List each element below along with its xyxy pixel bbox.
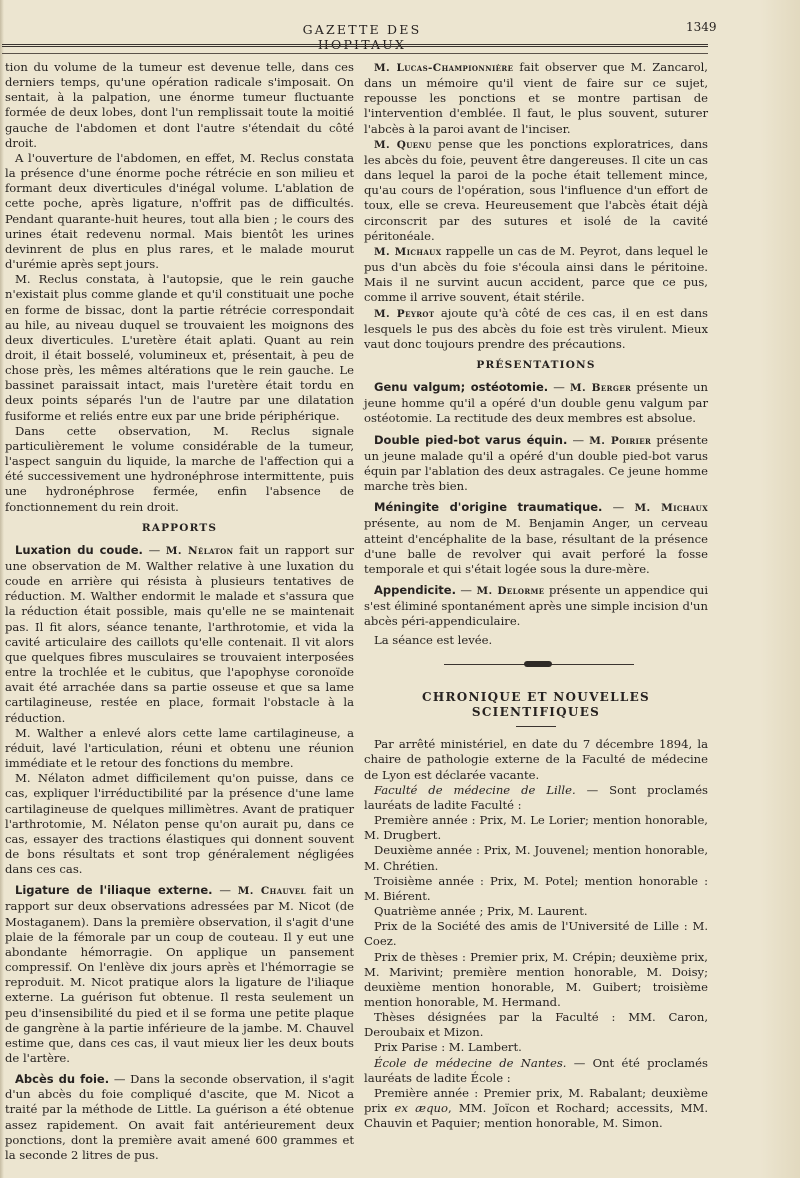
prize-line: Quatrième année ; Prix, M. Laurent.	[374, 904, 588, 919]
author-name: M. Lucas-Championnière	[374, 62, 514, 74]
page-shadow	[0, 0, 4, 1178]
article-title: Abcès du foie.	[15, 1072, 110, 1087]
session-closing: La séance est levée.	[374, 633, 493, 648]
prize-line: Prix de la Société des amis de l'Université de Lille : M. Coez.	[364, 919, 708, 949]
paragraph-quenu	[364, 137, 708, 244]
article-text: présente un jeune homme qu'il a opéré d'un double genu valgum par ostéotomie. La rectitude des deux membres est absolue.	[364, 380, 709, 426]
prize-line: Première année : Prix, M. Le Lorier; mention honorable, M. Drugbert.	[364, 813, 708, 843]
header-double-rule	[2, 44, 708, 47]
article-text: présente, au nom de M. Benjamin Anger, un cerveau atteint d'encéphalite de la base, résultant de la présence d'une balle de revolver qui avait perforé la fosse temporale et qui s'était logée sous la dure-mère.	[364, 516, 708, 576]
article-title: Double pied-bot varus équin.	[374, 432, 568, 447]
paragraph-text: pense que les ponctions exploratrices, dans les abcès du foie, peuvent être dangereuses. Il cite un cas dans lequel la paroi de la poche était tellement mince, qu'au cours de l'opération, sous l'influence d'un effort de toux, elle se creva. Heureusement que l'abcès était déjà circonscrit par des sutures et isolé de la cavité péritonéale.	[364, 136, 708, 243]
article-text: fait un rapport sur une observation de M. Walther relative à une luxation du coude en arrière qui résista à plusieurs tentatives de réduction. M. Walther endormit le malade et s'assura que la réduction était possible, mais qu'elle ne se maintenait pas. Il fit alors, séance tenante, l'arthrotomie, et vida la cavité articulaire des caillots qu'elle contenait. Il vit alors que quelques fibres musculaires se trouvaient interposées entre la trochlée et le cubitus, que l'apophyse coronoïde avait été arrachée dans sa partie osseuse et que sa lame cartilagineuse, restée en place, formait l'obstacle à la réduction.	[5, 542, 355, 725]
right-column-chronique	[364, 690, 709, 1131]
article-abces	[5, 1072, 354, 1163]
author-name: M. Michaux	[374, 245, 442, 258]
section-title-chronique: CHRONIQUE ET NOUVELLES SCIENTIFIQUES	[421, 690, 651, 720]
paragraph: Dans cette observation, M. Reclus signale particulièrement le volume considérable de la tumeur, l'aspect sanguin du liquide, la marche de l'affection qui a été successivement une hydronéphrose intermittente, puis une hydronéphrose fermée, enfin l'absence de fonctionnement du rein droit.	[5, 423, 354, 514]
article-title: Ligature de l'iliaque externe.	[15, 883, 213, 898]
page-edge	[760, 0, 800, 1178]
page-number: 1349	[686, 20, 717, 34]
paragraph-text: ajoute qu'à côté de ces cas, il en est dans lesquels le pus des abcès du foie est très virulent. Mieux vaut donc toujours prendre des précautions.	[364, 305, 708, 351]
section-title-rapports: RAPPORTS	[141, 521, 218, 534]
dash: —	[148, 542, 166, 557]
author-name: M. Quenu	[374, 138, 432, 151]
dash: —	[553, 380, 571, 395]
paragraph-text: — Ont été proclamés lauréats de ladite École :	[364, 1055, 708, 1085]
article-meningite	[364, 500, 708, 577]
short-rule	[516, 726, 556, 727]
paragraph: tion du volume de la tumeur est devenue telle, dans ces derniers temps, qu'une opération radicale s'imposait. On sentait, à la palpation, une énorme tumeur fluctuante formée de deux lobes, dont l'un remplissait toute la moitié gauche de l'abdomen et dont l'autre s'étendait du côté droit.	[5, 60, 354, 150]
dash: —	[460, 583, 477, 597]
article-title: Appendicite.	[374, 583, 456, 597]
dash: —	[612, 500, 635, 515]
author-name: M. Berger	[570, 382, 632, 395]
article-title: Luxation du coude.	[15, 542, 143, 557]
author-name: M. Michaux	[634, 502, 709, 515]
article-text: présente un jeune malade qu'il a opéré d'un double pied-bot varus équin par l'ablation des deux astragales. Ce jeune homme marche très bien.	[364, 432, 709, 494]
page-header	[0, 20, 800, 60]
prize-text: Première année : Premier prix, M. Rabalant; deuxième prix	[364, 1085, 708, 1116]
paragraph: M. Reclus constata, à l'autopsie, que le rein gauche n'existait plus comme glande et qu'il constituait une poche en forme de bissac, dont la partie rétrécie correspondait au hile, au niveau duquel se trouvaient les moignons des deux diverticules. L'uretère était aplati. Quant au rein droit, il était bosselé, volumineux et, présentait, à peu de chose près, les mêmes altérations que le rein gauche. Le bassinet paraissait intact, mais l'uretère était tordu en deux points séparés l'un de l'autre par une dilatation fusiforme et reliés entre eux par une bride périphérique.	[5, 272, 354, 423]
article-appendicite	[364, 583, 708, 629]
right-column	[364, 60, 708, 690]
paragraph-lille	[364, 783, 708, 813]
author-name: M. Nélaton	[165, 544, 234, 557]
left-column	[5, 60, 354, 1170]
author-name: M. Chauvel	[237, 885, 306, 898]
paragraph-lucas	[364, 60, 708, 137]
article-genu	[364, 380, 708, 426]
header-rule	[2, 53, 708, 54]
latin-phrase: ex æquo	[394, 1101, 448, 1116]
prize-line	[364, 1086, 708, 1131]
section-title-presentations: PRÉSENTATIONS	[476, 358, 596, 371]
article-title: Méningite d'origine traumatique.	[374, 500, 603, 515]
author-name: M. Poirier	[589, 434, 652, 447]
paragraph-michaux	[364, 244, 708, 306]
author-name: M. Peyrot	[374, 307, 435, 320]
prize-line: Troisième année : Prix, M. Potel; mention honorable : M. Biérent.	[364, 873, 708, 903]
article-text: présente un appendice qui s'est éliminé spontanément après une simple incision d'un abcès péri-appendiculaire.	[364, 583, 709, 629]
prize-line: Prix de thèses : Premier prix, M. Crépin; deuxième prix, M. Marivint; première mention honorable, M. Doisy; deuxième mention honorable, M. Guibert; troisième mention honorable, M. Hermand.	[364, 949, 708, 1009]
journal-title: GAZETTE DES HOPITAUX	[302, 22, 422, 52]
institution-name: Faculté de médecine de Lille.	[374, 782, 576, 797]
article-luxation	[5, 543, 354, 726]
divider-ornament	[524, 661, 552, 667]
prize-text: , MM. Joïcon et Rochard; accessits, MM. Chauvin et Paquier; mention honorable, M. Simon.	[364, 1101, 709, 1131]
paragraph-peyrot	[364, 306, 708, 352]
author-name: M. Delorme	[476, 585, 545, 597]
article-text: — Dans la seconde observation, il s'agit d'un abcès du foie compliqué d'ascite, que M. Nicot a traité par la méthode de Little. La guérison a été obtenue assez rapidement. On avait fait antérieurement deux ponctions, dont la première avait amené 600 grammes et la seconde 2 litres de pus.	[5, 1072, 355, 1162]
paragraph-text: rappelle un cas de M. Peyrot, dans lequel le pus d'un abcès du foie s'écoula ainsi dans le péritoine. Mais il ne survint aucun accident, parce que ce pus, comme il arrive souvent, était stérile.	[364, 243, 709, 305]
prize-line: Thèses désignées par la Faculté : MM. Caron, Deroubaix et Mizon.	[364, 1010, 708, 1040]
dash: —	[572, 432, 590, 447]
institution-name: École de médecine de Nantes.	[374, 1055, 567, 1070]
paragraph: M. Nélaton admet difficilement qu'on puisse, dans ce cas, expliquer l'irréductibilité par la présence d'une lame cartilagineuse de quelques millimètres. Avant de pratiquer l'arthrotomie, M. Nélaton pense qu'on aurait pu, dans ce cas, essayer des tractions élastiques qui donnent souvent de bons résultats et sont trop généralement négligées dans ces cas.	[5, 771, 354, 877]
prize-line: Prix Parise : M. Lambert.	[374, 1040, 522, 1055]
paragraph: A l'ouverture de l'abdomen, en effet, M. Reclus constata la présence d'une énorme poche rétrécie en son milieu et formant deux diverticules d'inégal volume. L'ablation de cette poche, après ligature, n'offrit pas de difficultés. Pendant quarante-huit heures, tout alla bien ; le cours des urines était redevenu normal. Mais bientôt les urines devinrent de plus en plus rares, et le malade mourut d'urémie après sept jours.	[5, 150, 354, 272]
prize-line: Deuxième année : Prix, M. Jouvenel; mention honorable, M. Chrétien.	[364, 843, 708, 873]
ornament-divider	[364, 657, 708, 673]
article-text: fait un rapport sur deux observations adressées par M. Nicot (de Mostaganem). Dans la première observation, il s'agit d'une plaie de la fémorale par un coup de couteau. Il y eut une abondante hémorragie. On applique un pansement compressif. On l'enlève dix jours après et l'hémorragie se reproduit. M. Nicot pratique alors la ligature de l'iliaque externe. La guérison fut obtenue. Il resta seulement un peu d'insensibilité du pied et il se forma une petite plaque de gangrène à la partie inférieure de la jambe. M. Chauvel estime que, dans ces cas, il vaut mieux lier les deux bouts de l'artère.	[5, 883, 354, 1065]
paragraph-text: fait observer que M. Zancarol, dans un mémoire qu'il vient de faire sur ce sujet, repousse les ponctions et se montre partisan de l'intervention d'emblée. Il faut, le plus souvent, suturer l'abcès à la paroi avant de l'inciser.	[364, 60, 708, 136]
paragraph-text: — Sont proclamés lauréats de ladite Faculté :	[364, 782, 709, 812]
dash: —	[219, 883, 238, 898]
paragraph: Par arrêté ministériel, en date du 7 décembre 1894, la chaire de pathologie externe de la Faculté de médecine de Lyon est déclarée vacante.	[364, 737, 708, 782]
article-pied-bot	[364, 433, 708, 495]
paragraph: M. Walther a enlevé alors cette lame cartilagineuse, a réduit, lavé l'articulation, réuni et obtenu une réunion immédiate et le retour des fonctions du membre.	[5, 725, 354, 771]
article-title: Genu valgum; ostéotomie.	[374, 380, 549, 395]
paragraph-nantes	[364, 1056, 708, 1086]
article-iliaque	[5, 883, 354, 1066]
